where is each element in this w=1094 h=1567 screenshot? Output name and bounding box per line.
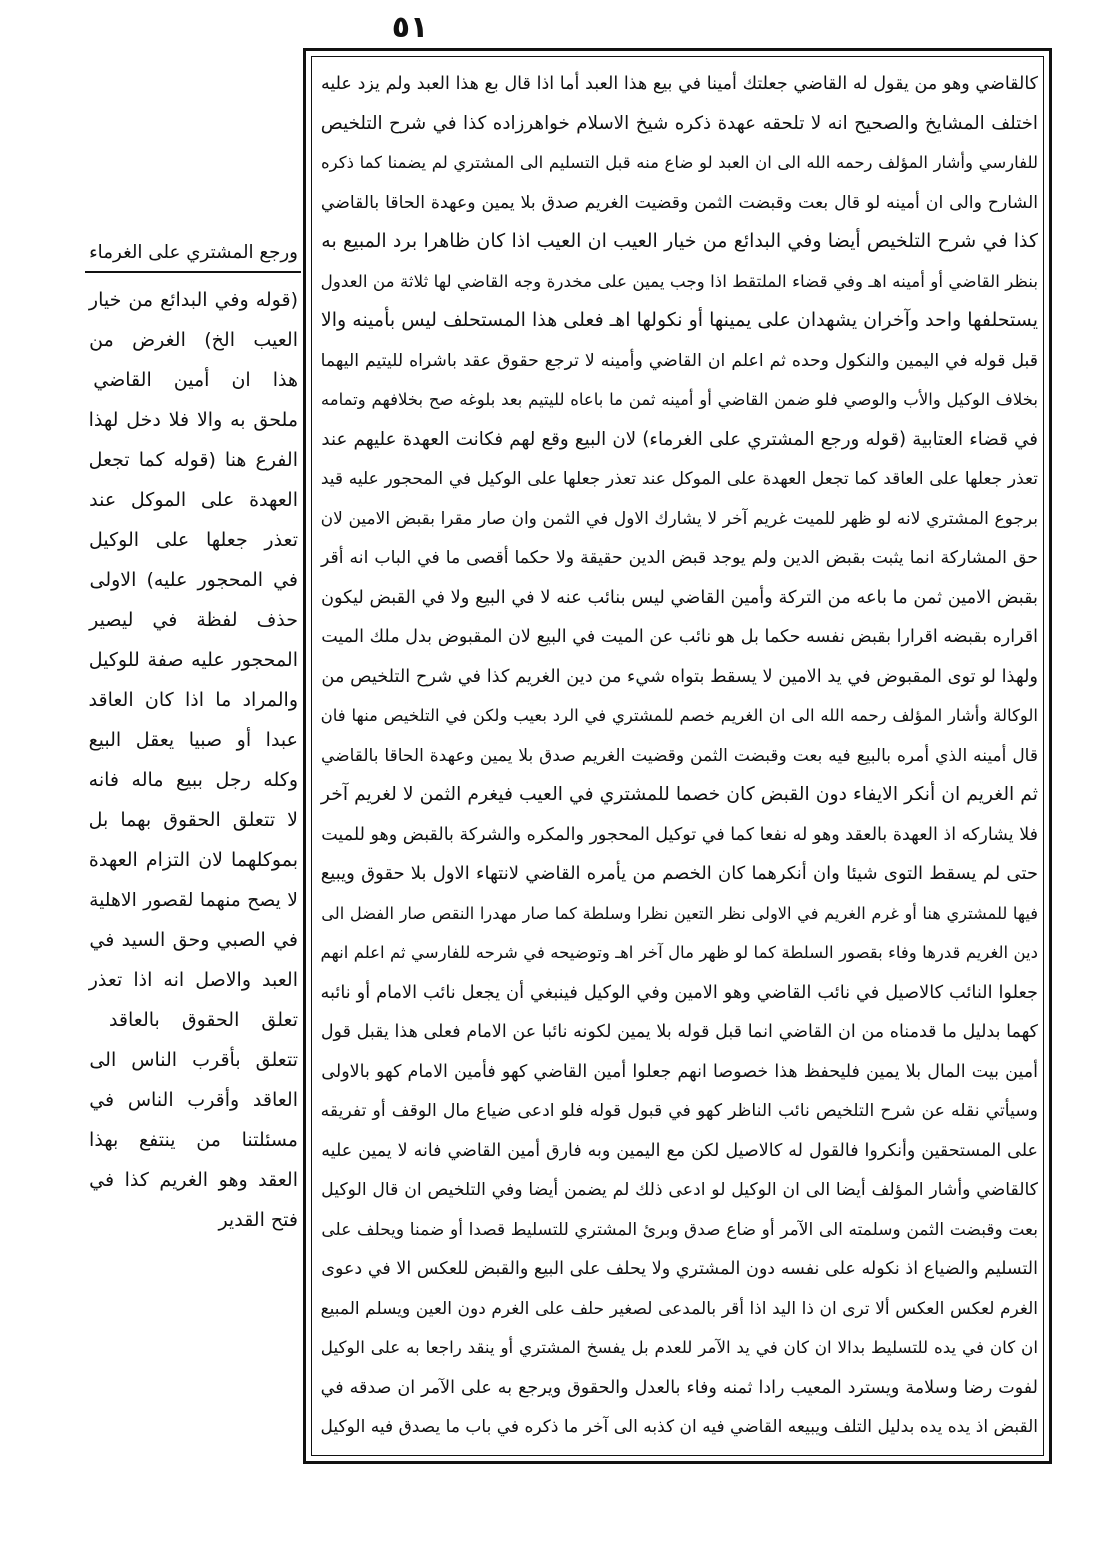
margin-note-line-text: في المحجور عليه) الاولى bbox=[89, 569, 298, 591]
main-text-line-text: في قضاء العتابية (قوله ورجع المشتري على الغرماء) لان البيع وقع لهم فكانت العهدة عليهم عند bbox=[321, 428, 1038, 450]
main-text-line-text: ثم الغريم ان أنكر الايفاء دون القبض كان خصما للمشتري في العيب فيغرم الثمن لا لغريم آخر bbox=[320, 784, 1038, 805]
margin-heading bbox=[88, 232, 298, 270]
main-text-line bbox=[320, 1406, 1038, 1446]
main-text-line bbox=[320, 379, 1038, 419]
main-text-line bbox=[320, 1248, 1038, 1288]
margin-note-line bbox=[88, 480, 298, 520]
main-text-line bbox=[320, 695, 1038, 735]
main-text-line-text: القبض اذ يده يده بدليل التلف ويبيعه القاضي فيه ان كذبه الى آخر ما ذكره في باب ما يصدق فيه الوكيل bbox=[320, 1417, 1038, 1437]
main-text-line-text: الغرم لعكس العكس ألا ترى ان ذا اليد اذا أقر بالمدعى لصغير حلف على الغرم دون العين ويسلم المبيع bbox=[320, 1298, 1038, 1319]
main-text-line-text: برجوع المشتري لانه لو ظهر للميت غريم آخر لا يشارك الاول في الثمن وان صار مقرا بقبض الامين لان bbox=[320, 508, 1038, 529]
margin-note-line-text: ملحق به والا فلا دخل لهذا bbox=[88, 409, 298, 431]
margin-note-line bbox=[88, 880, 298, 920]
margin-note-line-text: الفرع هنا (قوله كما تجعل bbox=[88, 449, 298, 471]
main-text-line-text: أمين بيت المال بلا يمين فليحفظ هذا خصوصا انهم جعلوا أمين القاضي كهو فأمين الامام كهو بالاولى bbox=[321, 1061, 1038, 1082]
main-text-line bbox=[320, 63, 1038, 103]
margin-note-line bbox=[88, 760, 298, 800]
main-text-line bbox=[320, 142, 1038, 182]
main-text-line-text: ولهذا لو توى المقبوض في يد الامين لا يسقط بتواه شيء من دين الغريم كذا في شرح التلخيص من bbox=[321, 666, 1038, 687]
main-text-line-text: بقبض الامين ثمن ما باعه من التركة وأمين القاضي ليس بنائب عنه لا في البيع ولا في القبض ليكون bbox=[320, 587, 1038, 608]
margin-note-line-text: لا تتعلق الحقوق بهما بل bbox=[88, 809, 298, 831]
margin-note-line-text: فتح القدير bbox=[218, 1209, 298, 1231]
main-text-line bbox=[320, 1090, 1038, 1130]
main-text-line bbox=[320, 1288, 1038, 1328]
margin-note-line-text: المحجور عليه صفة للوكيل bbox=[88, 649, 298, 671]
margin-note-line bbox=[88, 520, 298, 560]
main-text-line bbox=[320, 577, 1038, 617]
margin-note-line bbox=[88, 720, 298, 760]
main-text-line-text: يستحلفها واحد وآخران يشهدان على يمينها أو نكولها اهـ فعلى هذا المستحلف ليس بأمينه والا bbox=[320, 309, 1038, 331]
margin-note-line-text: والمراد ما اذا كان العاقد bbox=[88, 689, 298, 711]
margin-note-line bbox=[88, 960, 298, 1000]
main-text-line-text: كهما بدليل ما قدمناه من ان القاضي انما قبل قوله بلا يمين لكونه نائبا عن الامام فعلى هذا يقبل قول bbox=[320, 1022, 1038, 1042]
margin-note-line bbox=[88, 320, 298, 360]
margin-note-line bbox=[88, 1160, 298, 1200]
margin-note-line-text: تتعلق بأقرب الناس الى bbox=[89, 1049, 298, 1071]
main-text-line-text: حتى لم يسقط التوى شيئا وان أنكرهما كان الخصم من يأمره القاضي لانتهاء الاول بلا حقوق ويبيع bbox=[320, 863, 1038, 884]
main-text-line-text: اقراره بقبضه اقرارا بقبض نفسه حكما بل هو نائب عن الميت في البيع لان المقبوض بدل ملك الميت bbox=[321, 627, 1038, 647]
main-text-line-text: وسيأتي نقله عن شرح التلخيص نائب الناظر كهو في قبول قوله فلو ادعى ضياع مال الوقف أو تفريقه bbox=[320, 1101, 1038, 1121]
margin-note-line-text: العهدة على الموكل عند bbox=[89, 489, 298, 511]
margin-note-line-text: بموكلهما لان التزام العهدة bbox=[88, 849, 298, 871]
main-text-line-text: الوكالة وأشار المؤلف رحمه الله الى ان الغريم خصم للمشتري في الرد بعيب ولكن في التلخيص منها فان bbox=[320, 706, 1038, 725]
main-text-line bbox=[320, 1051, 1038, 1091]
main-text-line bbox=[320, 656, 1038, 696]
main-text-line bbox=[320, 1209, 1038, 1249]
main-text-line bbox=[320, 182, 1038, 222]
main-text-line-text: التسليم والضياع اذ نكوله على نفسه دون المشتري ولا يحلف على البيع والقبض للعكس الا في دعوى bbox=[321, 1259, 1038, 1279]
main-text-line bbox=[320, 103, 1038, 143]
main-text-line bbox=[320, 814, 1038, 854]
main-text-line bbox=[320, 972, 1038, 1012]
margin-note-line bbox=[88, 1200, 298, 1240]
main-text-frame bbox=[303, 48, 1052, 1464]
main-text-line-text: بخلاف الوكيل والأب والوصي فلو ضمن القاضي أو أمينه ثمن ما باعاه لليتيم بعد بلوغه صح بخلافهم وتمامه bbox=[320, 390, 1038, 409]
main-text-line bbox=[320, 537, 1038, 577]
main-text-line bbox=[320, 853, 1038, 893]
margin-note-line bbox=[88, 1080, 298, 1120]
margin-note-line-text: في الصبي وحق السيد في bbox=[89, 929, 298, 951]
main-text-line bbox=[320, 1130, 1038, 1170]
main-text-line-text: قبل قوله في اليمين والنكول وحده ثم اعلم ان القاضي وأمينه لا ترجع حقوق عقد باشراه لليتيم اليهما bbox=[320, 350, 1038, 371]
margin-note-line bbox=[88, 1120, 298, 1160]
main-text-line bbox=[320, 261, 1038, 301]
margin-note-line bbox=[88, 1000, 298, 1040]
main-text-line bbox=[320, 1327, 1038, 1367]
margin-note-line bbox=[88, 440, 298, 480]
margin-note-line bbox=[88, 280, 298, 320]
margin-heading-text: ورجع المشتري على الغرماء bbox=[89, 242, 298, 263]
main-text-line-text: دين الغريم قدرها وفاء بقصور السلطة كما لو ظهر مال آخر اهـ وتوضيحه في شرحه للفارسي ثم اعلم انهم bbox=[320, 943, 1038, 962]
main-text-line bbox=[320, 1169, 1038, 1209]
margin-note-line-text: عبدا أو صبيا يعقل البيع bbox=[88, 729, 298, 751]
main-text-line bbox=[320, 1011, 1038, 1051]
margin-note-line bbox=[88, 1040, 298, 1080]
margin-note-line bbox=[88, 400, 298, 440]
margin-note-line-text: تعلق الحقوق بالعاقد bbox=[108, 1009, 298, 1031]
main-text-line-text: حق المشاركة انما يثبت بقبض الدين ولم يوجد قبض الدين حقيقة ولا حكما أقصى ما في الباب انه أقر bbox=[321, 548, 1038, 568]
page-number: ٥١ bbox=[391, 10, 429, 45]
margin-note-line-text: حذف لفظة في ليصير bbox=[89, 609, 298, 631]
main-text-line-text: جعلوا النائب كالاصيل في نائب القاضي وهو الامين وفي الوكيل فينبغي أن يجعل نائب الامام أو نائبه bbox=[320, 982, 1038, 1003]
margin-note-line-text: هذا ان أمين القاضي bbox=[93, 369, 298, 391]
margin-note-line-text: (قوله وفي البدائع من خيار bbox=[88, 289, 298, 311]
main-text-line-text: كذا في شرح التلخيص أيضا وفي البدائع من خيار العيب ان العيب اذا كان ظاهرا برد المبيع به bbox=[321, 230, 1038, 252]
main-text-line-text: كالقاضي وهو من يقول له القاضي جعلتك أمينا في بيع هذا العبد أما اذا قال بع هذا العبد ولم يزد عليه bbox=[320, 74, 1038, 94]
main-text-line bbox=[320, 1367, 1038, 1407]
main-text-line-text: ان كان في يده للتسليط بدالا ان كان في يد الآمر للعدم بل يفسخ المشتري أو ينقد راجعا به على الوكيل bbox=[320, 1337, 1038, 1357]
main-text-body bbox=[320, 63, 1038, 1446]
margin-note-line-text: تعذر جعلها على الوكيل bbox=[89, 529, 298, 551]
main-text-line-text: للفارسي وأشار المؤلف رحمه الله الى ان العبد لو ضاع منه قبل التسليم الى المشتري لم يضمنا كما ذكره bbox=[321, 153, 1038, 172]
main-text-line-text: بنظر القاضي أو أمينه اهـ وفي قضاء الملتقط اذا وجب يمين على مخدرة وجه القاضي لها ثلاثة من العدول bbox=[320, 270, 1038, 291]
margin-note-line-text: مسئلتنا من ينتفع بهذا bbox=[89, 1129, 298, 1151]
main-text-line-text: قال أمينه الذي أمره بالبيع فيه بعت وقبضت الثمن وقضيت الغريم صدق بلا يمين وعهدة الحاقا بالقاضي bbox=[320, 745, 1038, 766]
margin-note-line bbox=[88, 360, 298, 400]
main-text-line-text: كالقاضي وأشار المؤلف أيضا الى ان الوكيل لو ادعى ذلك لم يضمن أيضا وفي التلخيص ان قال الوكيل bbox=[321, 1180, 1038, 1200]
margin-note-line bbox=[88, 560, 298, 600]
margin-note-line bbox=[88, 920, 298, 960]
main-text-line bbox=[320, 498, 1038, 538]
main-text-line bbox=[320, 221, 1038, 261]
margin-heading-rule bbox=[85, 271, 301, 273]
main-text-line-text: تعذر جعلها على العاقد كما تجعل العهدة على الموكل عند تعذر جعلها على الوكيل في المحجور عليه قيد bbox=[320, 469, 1038, 489]
margin-note-line bbox=[88, 640, 298, 680]
main-text-line bbox=[320, 932, 1038, 972]
main-text-line bbox=[320, 340, 1038, 380]
main-text-line-text: بعت وقبضت الثمن وسلمته الى الآمر أو ضاع صدق وبرئ المشتري للتسليط قصدا أو ضمنا ويحلف على bbox=[321, 1219, 1038, 1240]
main-text-line bbox=[320, 774, 1038, 814]
main-text-line bbox=[320, 419, 1038, 459]
margin-note-line-text: وكله رجل ببيع ماله فانه bbox=[88, 769, 298, 791]
main-text-line-text: لفوت رضا وسلامة ويسترد المعيب رادا ثمنه وفاء بالعدل والحقوق ويرجع به على الآمر ان صدقه في bbox=[320, 1377, 1038, 1398]
margin-commentary bbox=[88, 280, 298, 1240]
main-text-line-text: فلا يشاركه اذ العهدة بالعقد وهو له نفعا كما في توكيل المحجور والمكره والشركة بالقبض وهو للميت bbox=[321, 824, 1038, 845]
margin-note-line bbox=[88, 600, 298, 640]
main-text-line bbox=[320, 893, 1038, 933]
main-text-line-text: الشارح والى ان أمينه لو قال بعت وقبضت الثمن وقضيت الغريم صدق بلا يمين وعهدة الحاقا بالقاضي bbox=[320, 192, 1038, 213]
margin-note-line bbox=[88, 800, 298, 840]
margin-note-line bbox=[88, 680, 298, 720]
main-text-line-text: اختلف المشايخ والصحيح انه لا تلحقه عهدة ذكره شيخ الاسلام خواهرزاده كذا في شرح التلخيص bbox=[320, 112, 1038, 134]
main-text-line bbox=[320, 616, 1038, 656]
main-text-line bbox=[320, 458, 1038, 498]
margin-note-line-text: العقد وهو الغريم كذا في bbox=[89, 1169, 298, 1191]
margin-note-line bbox=[88, 840, 298, 880]
margin-note-line-text: العيب الخ) الغرض من bbox=[89, 329, 298, 351]
margin-note-line-text: العبد والاصل انه اذا تعذر bbox=[88, 969, 298, 991]
main-text-line bbox=[320, 300, 1038, 340]
main-text-line-text: على المستحقين وأنكروا فالقول له كالاصيل لكن مع اليمين وبه فارق أمين القاضي فانه لا يمين عليه bbox=[321, 1140, 1038, 1161]
main-text-line-text: فيها للمشتري هنا أو غرم الغريم في الاولى نظر التعين نظرا وسلطة كما صار مهدرا النقص صار الفضل الى bbox=[321, 903, 1038, 923]
margin-note-line-text: لا يصح منهما لقصور الاهلية bbox=[89, 890, 298, 911]
main-text-line bbox=[320, 735, 1038, 775]
margin-note-line-text: العاقد وأقرب الناس في bbox=[89, 1089, 298, 1111]
